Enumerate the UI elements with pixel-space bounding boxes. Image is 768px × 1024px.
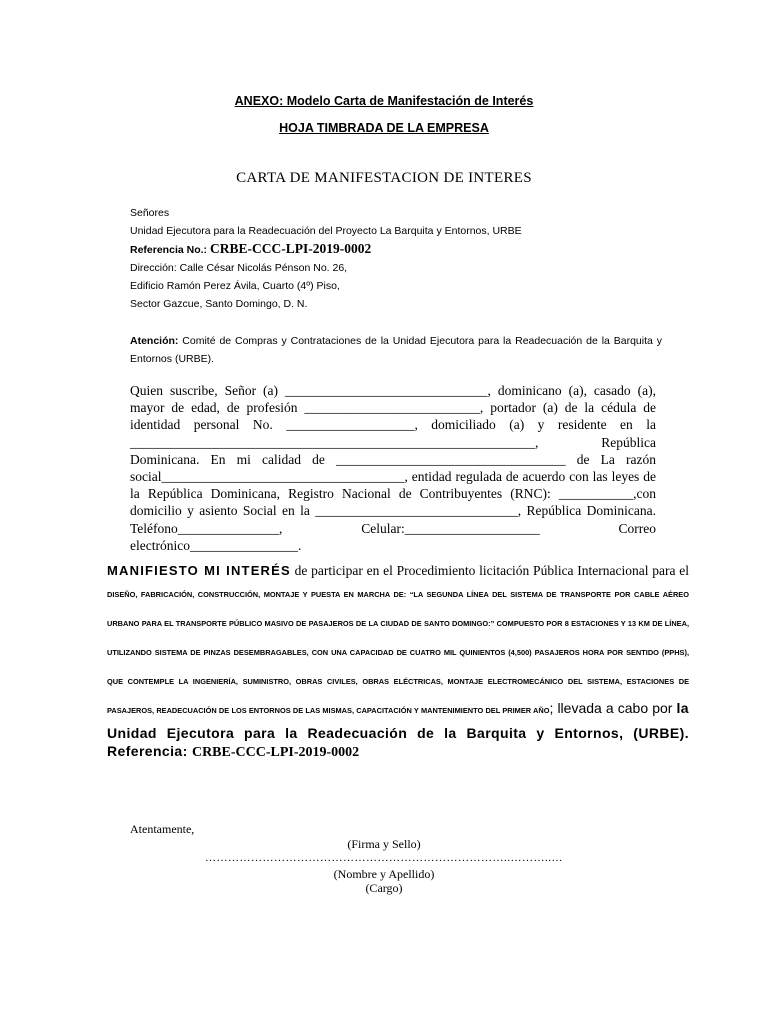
signature-label: (Firma y Sello) [347,837,421,851]
signature-dotted-line: ……………………………………………………………………..………..… [205,852,563,864]
salutation: Señores [130,207,170,219]
farewell: Atentamente, [130,822,195,836]
recipient-entity: Unidad Ejecutora para la Readecuación del Proyecto La Barquita y Entornos, URBE [130,225,522,237]
address-line-2: Edificio Ramón Perez Ávila, Cuarto (4º) Piso, [130,280,340,292]
attention-text: Comité de Compras y Contrataciones de la Unidad Ejecutora para la Readecuación de la Barquita y Entornos (URBE). [130,335,662,365]
executing-agency: la Unidad Ejecutora para la Readecuación de la Barquita y Entornos, (URBE). Referencia: [107,700,689,759]
recipient-address-block [130,204,670,313]
letterhead-label: HOJA TIMBRADA DE LA EMPRESA [279,121,489,135]
manifest-text-2: ; llevada a cabo por [549,700,677,716]
annex-title: ANEXO: Modelo Carta de Manifestación de Interés [234,94,534,108]
name-label: (Nombre y Apellido) [333,867,435,881]
reference-code: CRBE-CCC-LPI-2019-0002 [209,241,372,256]
reference-line [130,240,670,259]
reference-label: Referencia No.: [130,244,208,256]
address-line-1: Dirección: Calle César Nicolás Pénson No. 26, [130,262,348,274]
attention-paragraph [130,332,662,368]
manifest-lead: MANIFIESTO MI INTERÉS [107,563,291,578]
document-title: CARTA DE MANIFESTACION DE INTERES [236,170,532,186]
attention-label: Atención: [130,335,179,347]
manifest-interest-paragraph [107,562,689,761]
project-description: DISEÑO, FABRICACIÓN, CONSTRUCCIÓN, MONTAJE Y PUESTA EN MARCHA DE: “LA SEGUNDA LÍNEA DEL SISTEMA DE TRANSPORTE POR CABLE AÉREO URBANO PARA EL TRANSPORTE PÚBLICO MASIVO DE PASAJEROS DE LA CIUDAD DE SANTO DOMINGO:” COMPUESTO POR 8 ESTACIONES Y 13 KM DE LÍNEA, UTILIZANDO SISTEMA DE PINZAS DESEMBRAGABLES, CON UNA CAPACIDAD DE CUATRO MIL QUINIENTOS (4,500) PASAJEROS HORA POR SENTIDO (PPHS), QUE CONTEMPLE LA INGENIERÍA, SUMINISTRO, OBRAS CIVILES, OBRAS ELÉCTRICAS, MONTAJE ELECTROMECÁNICO DEL SISTEMA, ESTACIONES DE PASAJEROS, READECUACIÓN DE LOS ENTORNOS DE LAS MISMAS, CAPACITACIÓN Y MANTENIMIENTO DEL PRIMER AÑO [107,590,689,715]
manifest-reference-code: CRBE-CCC-LPI-2019-0002 [191,745,360,760]
manifest-text-1: de participar en el Procedimiento licitación Pública Internacional para el [290,563,689,578]
position-label: (Cargo) [365,881,403,895]
declarant-details-paragraph: Quien suscribe, Señor (a) ______________________________, dominicano (a), casado (a), mayor de edad, de profesión __________________________, portador (a) de la cédula de identidad personal No. ___________________, domiciliado (a) y residente en la ____________________________________________________________, República Dominicana. En mi calidad de __________________________________ de La razón social____________________________________, entidad regulada de acuerdo con las leyes de la República Dominicana, Registro Nacional de Contribuyentes (RNC): ___________,con domicilio y asiento Social en la ______________________________, República Dominicana. Teléfono_______________, Celular:____________________ Correo electrónico________________. [130,383,656,553]
address-line-3: Sector Gazcue, Santo Domingo, D. N. [130,298,308,310]
